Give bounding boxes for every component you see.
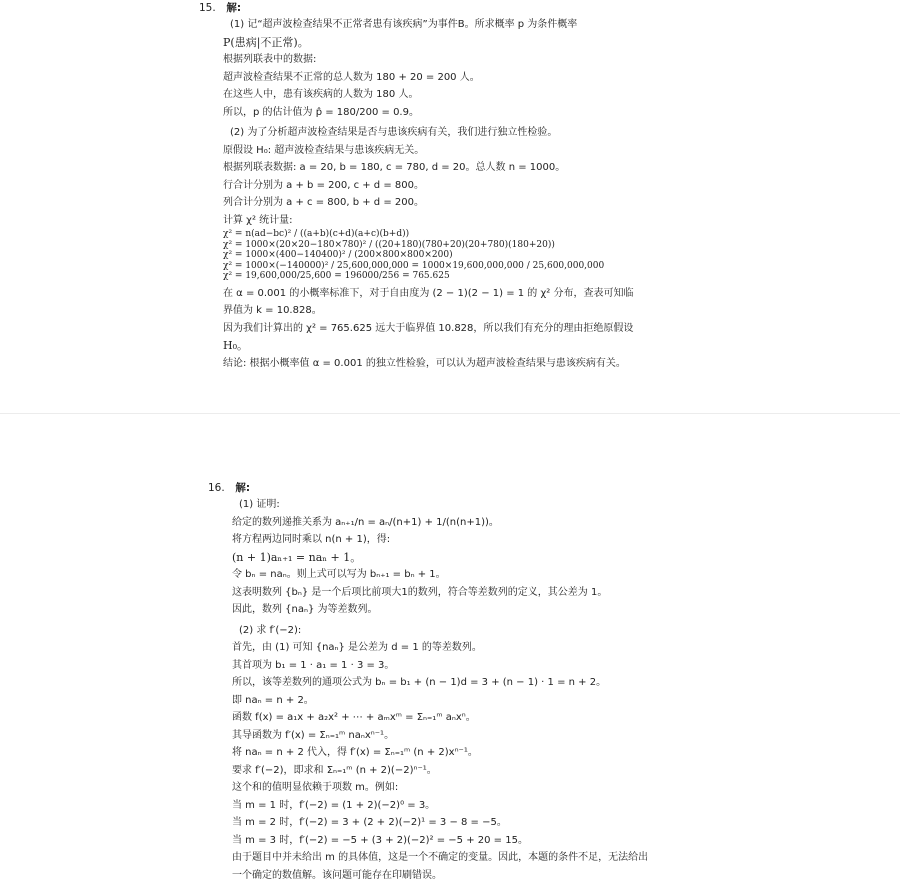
solution-line: (2) 求 f′(−2): [239,622,868,640]
solution-heading: 解: [226,2,241,14]
solution-line: 行合计分别为 a + b = 200, c + d = 800。 [223,177,859,195]
solution-line: (2) 为了分析超声波检查结果是否与患该疾病有关，我们进行独立性检验。 [230,124,859,142]
solution-line: χ² = 19,600,000/25,600 = 196000/256 = 765.625 [223,271,859,282]
solution-line: 计算 χ² 统计量: [223,212,859,230]
solution-line: H₀。 [223,337,859,355]
problem-16-body [208,496,868,884]
solution-line: 将方程两边同时乘以 n(n + 1)，得: [232,531,868,549]
problem-16 [208,480,868,884]
solution-line: 其首项为 b₁ = 1 · a₁ = 1 · 3 = 3。 [232,657,868,675]
solution-line: 原假设 H₀: 超声波检查结果与患该疾病无关。 [223,142,859,160]
solution-line: 界值为 k = 10.828。 [223,302,859,320]
problem-number: 15. [199,0,223,16]
solution-line: 即 naₙ = n + 2。 [232,692,868,710]
solution-line: 将 naₙ = n + 2 代入，得 f′(x) = Σₙ₌₁ᵐ (n + 2)xⁿ⁻¹。 [232,744,868,762]
solution-line: 在这些人中，患有该疾病的人数为 180 人。 [223,86,859,104]
solution-line: 一个确定的数值解。该问题可能存在印刷错误。 [232,867,868,884]
solution-line: χ² = n(ad−bc)² / ((a+b)(c+d)(a+c)(b+d)) [223,229,859,240]
solution-line: 列合计分别为 a + c = 800, b + d = 200。 [223,194,859,212]
solution-line: 所以，p 的估计值为 p̂ = 180/200 = 0.9。 [223,104,859,122]
solution-line: (n + 1)aₙ₊₁ = naₙ + 1。 [232,549,868,567]
problem-15-body [199,16,859,372]
solution-line: χ² = 1000×(400−140400)² / (200×800×800×200) [223,250,859,261]
solution-line: 因此，数列 {naₙ} 为等差数列。 [232,601,868,619]
section-divider [0,413,900,414]
solution-line: χ² = 1000×(−140000)² / 25,600,000,000 = 1000×19,600,000,000 / 25,600,000,000 [223,261,859,272]
solution-line: 根据列联表数据: a = 20, b = 180, c = 780, d = 20。总人数 n = 1000。 [223,159,859,177]
solution-line: (1) 记“超声波检查结果不正常者患有该疾病”为事件B。所求概率 p 为条件概率 [230,16,859,34]
solution-line: 给定的数列递推关系为 aₙ₊₁/n = aₙ/(n+1) + 1/(n(n+1))。 [232,514,868,532]
problem-number: 16. [208,480,232,496]
solution-line: 这表明数列 {bₙ} 是一个后项比前项大1的数列，符合等差数列的定义，其公差为 1。 [232,584,868,602]
solution-line: P(患病|不正常)。 [223,34,859,52]
solution-line: 其导函数为 f′(x) = Σₙ₌₁ᵐ naₙxⁿ⁻¹。 [232,727,868,745]
problem-15 [199,0,859,372]
solution-line: 令 bₙ = naₙ。则上式可以写为 bₙ₊₁ = bₙ + 1。 [232,566,868,584]
solution-line: 由于题目中并未给出 m 的具体值，这是一个不确定的变量。因此，本题的条件不足，无法给出 [232,849,868,867]
solution-line: (1) 证明: [239,496,868,514]
solution-line: 根据列联表中的数据: [223,51,859,69]
solution-line: 首先，由 (1) 可知 {naₙ} 是公差为 d = 1 的等差数列。 [232,639,868,657]
solution-line: 要求 f′(−2)，即求和 Σₙ₌₁ᵐ (n + 2)(−2)ⁿ⁻¹。 [232,762,868,780]
solution-line: 当 m = 2 时，f′(−2) = 3 + (2 + 2)(−2)¹ = 3 − 8 = −5。 [232,814,868,832]
solution-line: 在 α = 0.001 的小概率标准下，对于自由度为 (2 − 1)(2 − 1) = 1 的 χ² 分布，查表可知临 [223,285,859,303]
solution-line: 结论: 根据小概率值 α = 0.001 的独立性检验，可以认为超声波检查结果与患该疾病有关。 [223,355,859,373]
solution-line: 所以，该等差数列的通项公式为 bₙ = b₁ + (n − 1)d = 3 + (n − 1) · 1 = n + 2。 [232,674,868,692]
problem-16-header [208,480,868,496]
solution-line: 当 m = 1 时，f′(−2) = (1 + 2)(−2)⁰ = 3。 [232,797,868,815]
solution-line: 当 m = 3 时，f′(−2) = −5 + (3 + 2)(−2)² = −5 + 20 = 15。 [232,832,868,850]
solution-line: 这个和的值明显依赖于项数 m。例如: [232,779,868,797]
solution-line: 超声波检查结果不正常的总人数为 180 + 20 = 200 人。 [223,69,859,87]
solution-heading: 解: [235,482,250,494]
solution-line: χ² = 1000×(20×20−180×780)² / ((20+180)(780+20)(20+780)(180+20)) [223,240,859,251]
problem-15-header [199,0,859,16]
solution-line: 因为我们计算出的 χ² = 765.625 远大于临界值 10.828，所以我们有充分的理由拒绝原假设 [223,320,859,338]
solution-line: 函数 f(x) = a₁x + a₂x² + ⋯ + aₘxᵐ = Σₙ₌₁ᵐ aₙxⁿ。 [232,709,868,727]
